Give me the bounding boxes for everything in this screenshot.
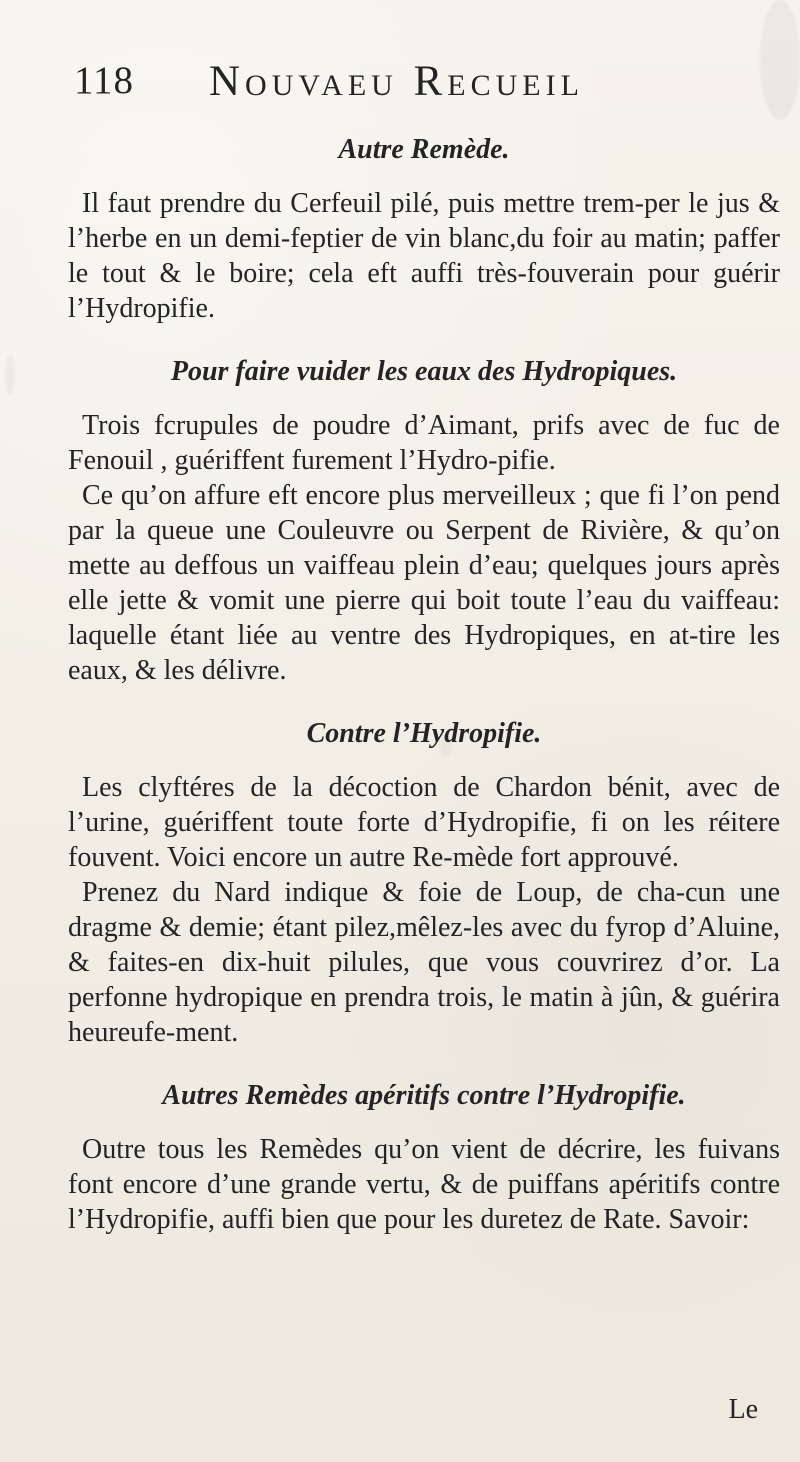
paragraph: Prenez du Nard indique & foie de Loup, de cha-cun une dragme & demie; étant pilez,mêlez-les avec du fyrop d’Aluine, & faites-en dix-huit pilules, que vous couvrirez d’or. La perfonne hydropique en prendra trois, le matin à jûn, & guérira heureufe-ment. bbox=[68, 877, 780, 1048]
paragraph: Les clyftéres de la décoction de Chardon bénit, avec de l’urine, guériffent toute forte d’Hydropifie, fi on les réitere fouvent. Voici encore un autre Re-mède fort approuvé. bbox=[68, 772, 780, 873]
page-number: 118 bbox=[74, 59, 135, 102]
page-header bbox=[74, 58, 774, 108]
page-stain bbox=[5, 355, 15, 395]
running-head: Nouvaeu Recueil bbox=[209, 58, 584, 105]
section-heading: Contre l’Hydropifie. bbox=[306, 718, 542, 749]
section-heading: Pour faire vuider les eaux des Hydropiques. bbox=[170, 356, 678, 387]
main-text bbox=[68, 132, 780, 1237]
catchword: Le bbox=[728, 1394, 758, 1425]
section-heading: Autres Remèdes apéritifs contre l’Hydropifie. bbox=[162, 1080, 686, 1111]
paragraph: Outre tous les Remèdes qu’on vient de décrire, les fuivans font encore d’une grande vertu, & de puiffans apéritifs contre l’Hydropifie, auffi bien que pour les duretez de Rate. Savoir: bbox=[68, 1134, 780, 1235]
paragraph: Ce qu’on affure eft encore plus merveilleux ; que fi l’on pend par la queue une Couleuvre ou Serpent de Rivière, & qu’on mette au deffous un vaiffeau plein d’eau; quelques jours après elle jette & vomit une pierre qui boit toute l’eau du vaiffeau: laquelle étant liée au ventre des Hydropiques, en at-tire les eaux, & les délivre. bbox=[68, 480, 780, 686]
section-heading: Autre Remède. bbox=[338, 134, 510, 165]
paragraph: Il faut prendre du Cerfeuil pilé, puis mettre trem-per le jus & l’herbe en un demi-feptier de vin blanc,du foir au matin; paffer le tout & le boire; cela eft auffi très-fouverain pour guérir l’Hydropifie. bbox=[68, 188, 780, 324]
paragraph: Trois fcrupules de poudre d’Aimant, prifs avec de fuc de Fenouil , guériffent furement l’Hydro-pifie. bbox=[68, 410, 780, 476]
